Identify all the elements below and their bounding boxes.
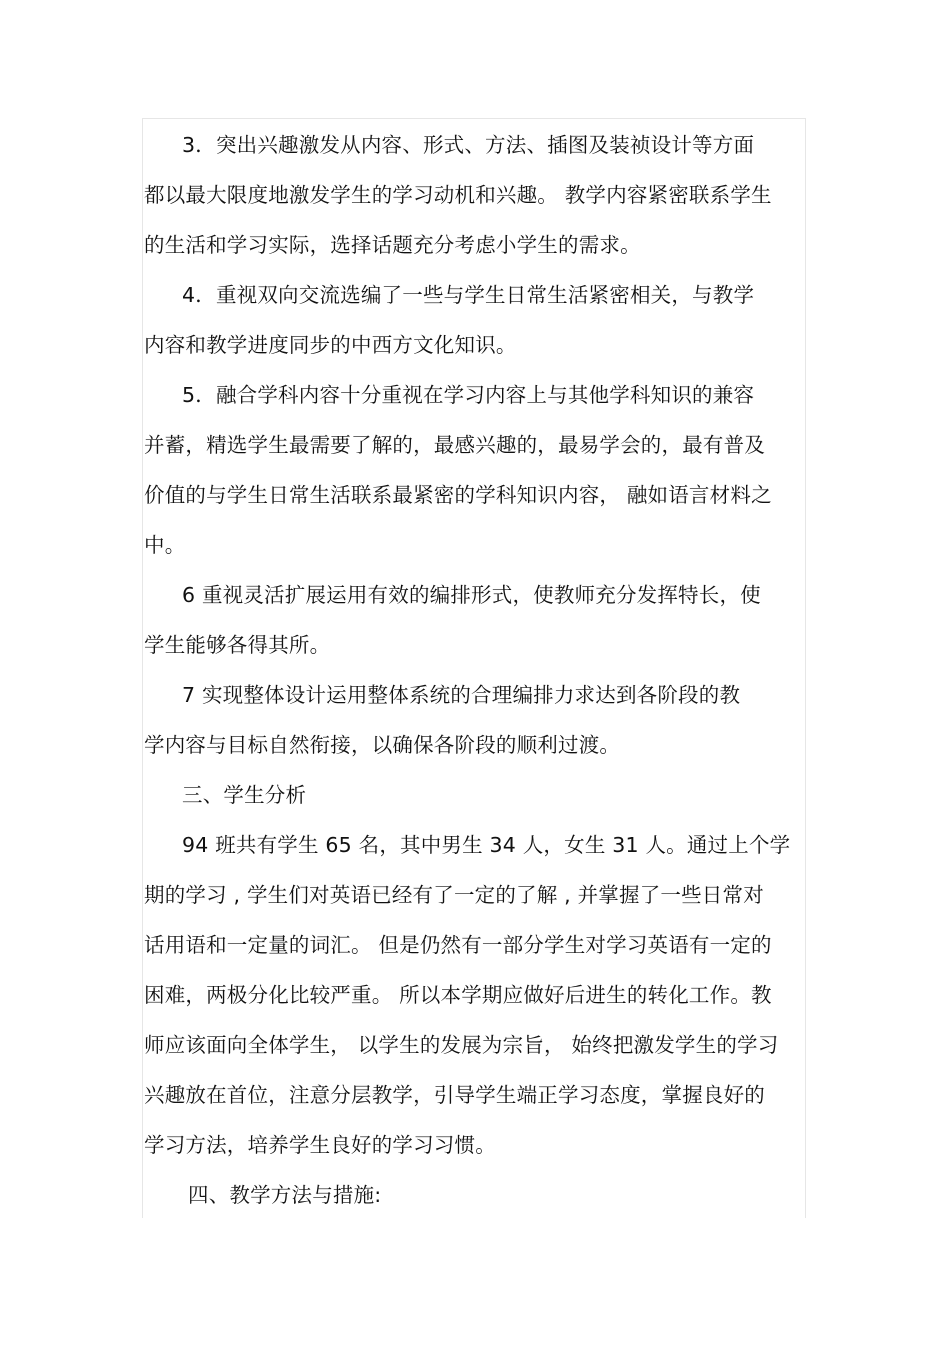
paragraph-line: 都以最大限度地激发学生的学习动机和兴趣。 教学内容紧密联系学生 [144,183,772,207]
paragraph-line: 话用语和一定量的词汇。 但是仍然有一部分学生对学习英语有一定的 [144,933,772,957]
paragraph-line: 6 重视灵活扩展运用有效的编排形式，使教师充分发挥特长，使 [182,583,761,607]
paragraph-line: 4．重视双向交流选编了一些与学生日常生活紧密相关，与教学 [182,283,755,307]
paragraph-line: 94 班共有学生 65 名，其中男生 34 人，女生 31 人。通过上个学 [182,833,791,857]
paragraph-line: 3．突出兴趣激发从内容、形式、方法、插图及装祯设计等方面 [182,133,755,157]
paragraph-line: 5．融合学科内容十分重视在学习内容上与其他学科知识的兼容 [182,383,755,407]
document-body [144,120,804,1220]
paragraph-line: 学习方法，培养学生良好的学习习惯。 [144,1133,496,1157]
paragraph-line: 价值的与学生日常生活联系最紧密的学科知识内容， 融如语言材料之 [144,483,772,507]
paragraph-line: 学生能够各得其所。 [144,633,331,657]
paragraph-line: 中。 [144,533,186,557]
paragraph-line: 困难，两极分化比较严重。 所以本学期应做好后进生的转化工作。教 [144,983,772,1007]
paragraph-line: 内容和教学进度同步的中西方文化知识。 [144,333,517,357]
paragraph-line: 师应该面向全体学生， 以学生的发展为宗旨， 始终把激发学生的学习 [144,1033,779,1057]
paragraph-line: 7 实现整体设计运用整体系统的合理编排力求达到各阶段的教 [182,683,741,707]
section-heading: 三、学生分析 [182,783,307,807]
paragraph-line: 期的学习 , 学生们对英语已经有了一定的了解 , 并掌握了一些日常对 [144,883,764,907]
paragraph-line: 学内容与目标自然衔接，以确保各阶段的顺利过渡。 [144,733,621,757]
section-heading: 四、教学方法与措施: [188,1183,382,1207]
paragraph-line: 并蓄，精选学生最需要了解的，最感兴趣的，最易学会的，最有普及 [144,433,765,457]
paragraph-line: 的生活和学习实际，选择话题充分考虑小学生的需求。 [144,233,641,257]
paragraph-line: 兴趣放在首位，注意分层教学，引导学生端正学习态度，掌握良好的 [144,1083,765,1107]
